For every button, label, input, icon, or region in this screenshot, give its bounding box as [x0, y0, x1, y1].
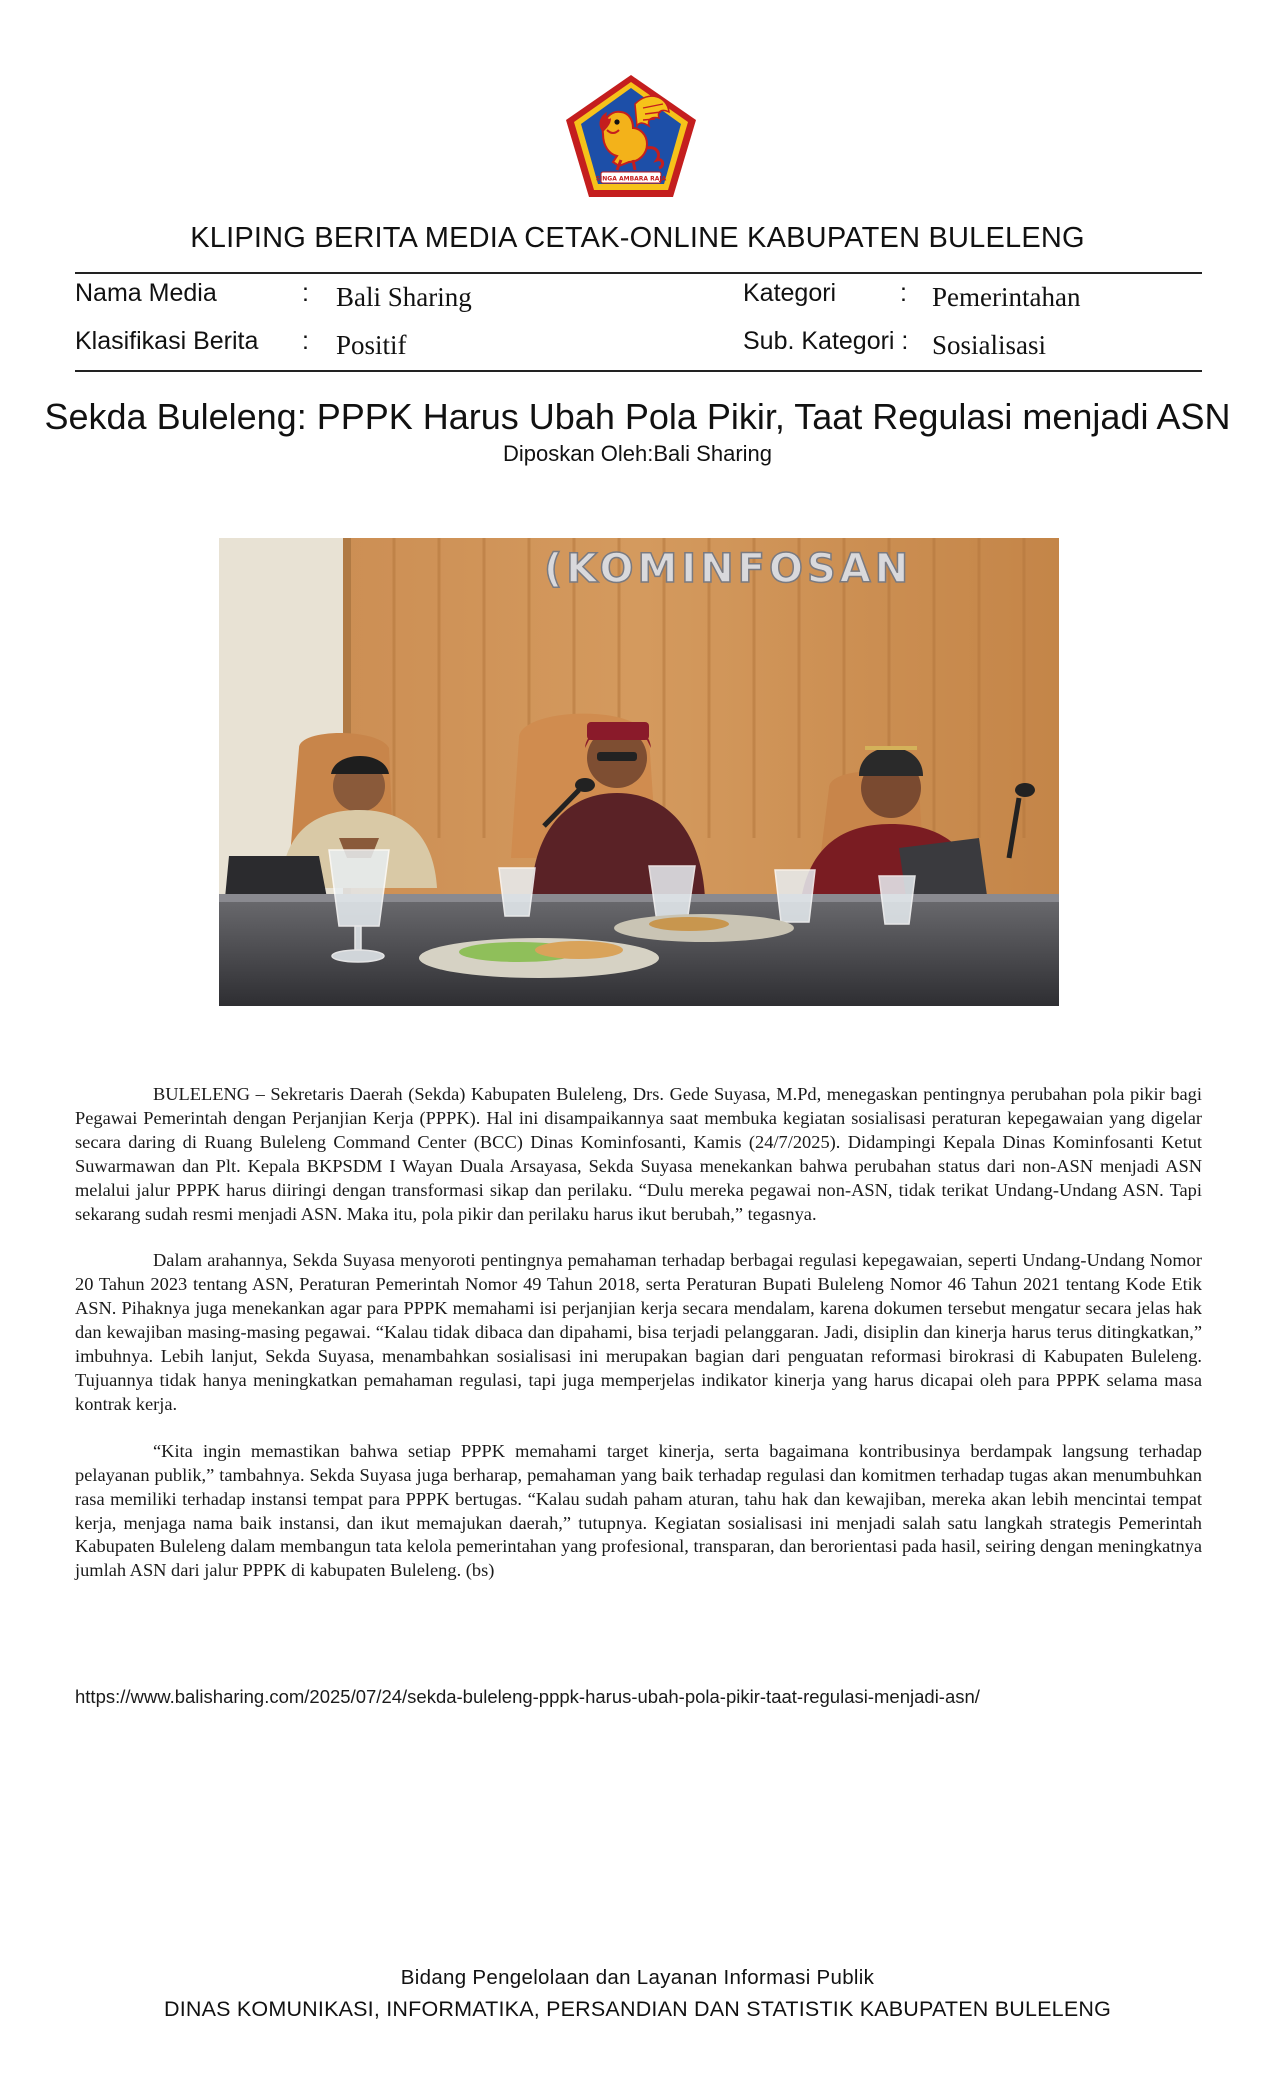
article-headline: Sekda Buleleng: PPPK Harus Ubah Pola Pikir, Taat Regulasi menjadi ASN — [44, 396, 1231, 437]
kategori-label: Kategori — [743, 279, 837, 307]
article-photo — [219, 538, 1059, 1006]
article-paragraph-2: Dalam arahannya, Sekda Suyasa menyoroti pentingnya pemahaman terhadap berbagai regulasi kepegawaian, seperti Undang-Undang Nomor 20 Tahun 2023 tentang ASN, Peraturan Pemerintah Nomor 49 Tahun 2018, serta Peraturan Bupati Buleleng Nomor 46 Tahun 2021 tentang Kode Etik ASN. Pihaknya juga menekankan agar para PPPK memahami isi perjanjian kerja secara mendalam, karena dokumen tersebut mengatur secara jelas hak dan kewajiban masing-masing pegawai. “Kalau tidak dibaca dan dipahami, bisa terjadi pelanggaran. Jadi, disiplin dan kinerja harus terus ditingkatkan,” imbuhnya. Lebih lanjut, Sekda Suyasa, menambahkan sosialisasi ini merupakan bagian dari penguatan reformasi birokrasi di Kabupaten Buleleng. Tujuannya tidak hanya meningkatkan pemahaman regulasi, tapi juga memperjelas indikator kinerja yang harus dicapai oleh para PPPK selama masa kontrak kerja. — [75, 1250, 1202, 1414]
subkategori-value: Sosialisasi — [932, 330, 1047, 360]
buleleng-crest-logo — [563, 72, 699, 200]
header-rule-bottom — [75, 370, 1202, 372]
media-colon: : — [302, 279, 309, 307]
kategori-colon: : — [900, 279, 907, 307]
crest-motto: SINGA AMBARA RAJA — [595, 175, 667, 183]
article-body — [75, 1083, 1202, 1606]
article-byline: Diposkan Oleh:Bali Sharing — [502, 441, 773, 466]
media-label: Nama Media — [75, 279, 217, 307]
media-value: Bali Sharing — [336, 282, 472, 312]
kategori-value: Pemerintahan — [932, 282, 1081, 312]
kliping-title: KLIPING BERITA MEDIA CETAK-ONLINE KABUPATEN BULELENG — [190, 222, 1085, 254]
footer-agency: DINAS KOMUNIKASI, INFORMATIKA, PERSANDIAN DAN STATISTIK KABUPATEN BULELENG — [163, 1997, 1112, 2021]
photo-wall-sign: (KOMINFOSAN — [544, 546, 913, 592]
klasifikasi-colon: : — [302, 327, 309, 355]
footer-division: Bidang Pengelolaan dan Layanan Informasi Publik — [400, 1966, 875, 1989]
klasifikasi-label: Klasifikasi Berita — [75, 327, 259, 355]
klasifikasi-value: Positif — [336, 330, 407, 360]
subkategori-label: Sub. Kategori : — [743, 327, 909, 355]
header-rule-top — [75, 272, 1202, 274]
article-paragraph-3: “Kita ingin memastikan bahwa setiap PPPK memahami target kinerja, serta bagaimana kontribusinya berdampak langsung terhadap pelayanan publik,” tambahnya. Sekda Suyasa juga berharap, pemahaman yang baik terhadap regulasi dan komitmen terhadap tugas akan menumbuhkan rasa memiliki terhadap instansi tempat para PPPK bertugas. “Kalau sudah paham aturan, tahu hak dan kewajiban, mereka akan lebih mencintai tempat kerja, menjaga nama baik instansi, dan ikut memajukan daerah,” tutupnya. Kegiatan sosialisasi ini menjadi salah satu langkah strategis Pemerintah Kabupaten Buleleng dalam membangun tata kelola pemerintahan yang profesional, transparan, dan berorientasi pada hasil, seiring dengan meningkatnya jumlah ASN dari jalur PPPK di kabupaten Buleleng. (bs) — [75, 1440, 1202, 1581]
source-url: https://www.balisharing.com/2025/07/24/sekda-buleleng-pppk-harus-ubah-pola-pikir-taat-regulasi-menjadi-asn/ — [75, 1686, 980, 1707]
article-paragraph-1: BULELENG – Sekretaris Daerah (Sekda) Kabupaten Buleleng, Drs. Gede Suyasa, M.Pd, menegaskan pentingnya perubahan pola pikir bagi Pegawai Pemerintah dengan Perjanjian Kerja (PPPK). Hal ini disampaikannya saat membuka kegiatan sosialisasi peraturan kepegawaian yang digelar secara daring di Ruang Buleleng Command Center (BCC) Dinas Kominfosanti, Kamis (24/7/2025). Didampingi Kepala Dinas Kominfosanti Ketut Suwarmawan dan Plt. Kepala BKPSDM I Wayan Duala Arsayasa, Sekda Suyasa menekankan bahwa perubahan status dari non-ASN menjadi ASN melalui jalur PPPK harus diiringi dengan transformasi sikap dan perilaku. “Dulu mereka pegawai non-ASN, tidak terikat Undang-Undang ASN. Tapi sekarang sudah resmi menjadi ASN. Maka itu, pola pikir dan perilaku harus ikut berubah,” tegasnya. — [75, 1084, 1202, 1224]
